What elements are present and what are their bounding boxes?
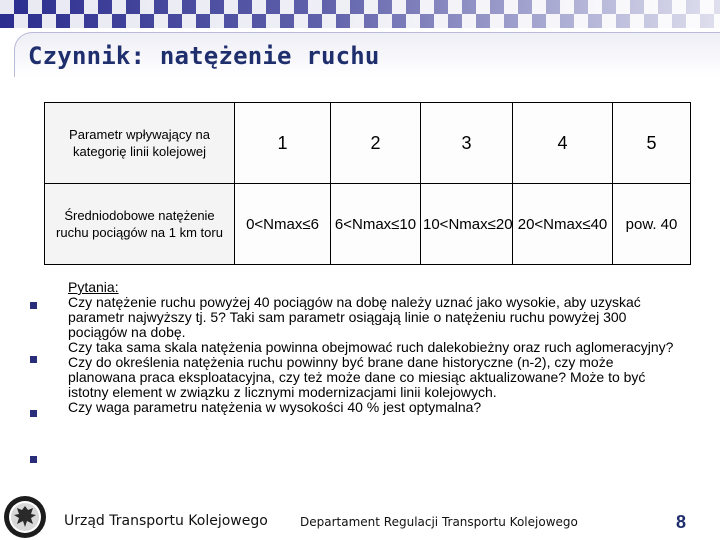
title-area [0,28,720,80]
value-cell: 20<Nmax≤40 [513,184,613,265]
question-item: Czy waga parametru natężenia w wysokości 40 % jest optymalna? [68,399,482,415]
questions-lead: Pytania: [68,279,119,295]
page-number: 8 [676,512,687,532]
category-cell: 3 [421,103,513,184]
eagle-emblem-icon [2,494,48,540]
category-cell: 4 [513,103,613,184]
header-label-cell: Parametr wpływający na kategorię linii kolejowej [45,103,235,184]
category-cell: 5 [613,103,691,184]
question-item: Czy taka sama skala natężenia powinna obejmować ruch dalekobieżny oraz ruch aglomeracyjny? [68,339,674,355]
questions-list [34,280,674,415]
parameter-table [44,102,691,265]
row-label-cell: Średniodobowe natężenie ruchu pociągów na 1 km toru [45,184,235,265]
value-cell: 10<Nmax≤20 [421,184,513,265]
header-checker-fade [0,0,720,28]
table-header-row [45,103,691,184]
category-cell: 2 [331,103,421,184]
value-cell: 6<Nmax≤10 [331,184,421,265]
department-name: Departament Regulacji Transportu Kolejowego [300,515,578,529]
question-item: Czy natężenie ruchu powyżej 40 pociągów na dobę należy uznać jako wysokie, aby uzyskać parametr najwyższy tj. 5? Taki sam parametr osiągają linie o natężeniu ruchu powyżej 300 pociągów na dobę. [68,294,641,340]
bullet-square-icon [30,456,37,463]
value-cell: pow. 40 [613,184,691,265]
organization-name: Urząd Transportu Kolejowego [64,513,268,529]
category-cell: 1 [235,103,331,184]
value-cell: 0<Nmax≤6 [235,184,331,265]
table-value-row [45,184,691,265]
slide-title: Czynnik: natężenie ruchu [28,42,380,70]
question-item: Czy do określenia natężenia ruchu powinny być brane dane historyczne (n-2), czy może planowana praca eksploatacyjna, czy też może dane co miesiąc aktualizowane? Może to być istotny element w związku z licznymi modernizacjami linii kolejowych. [68,354,646,400]
